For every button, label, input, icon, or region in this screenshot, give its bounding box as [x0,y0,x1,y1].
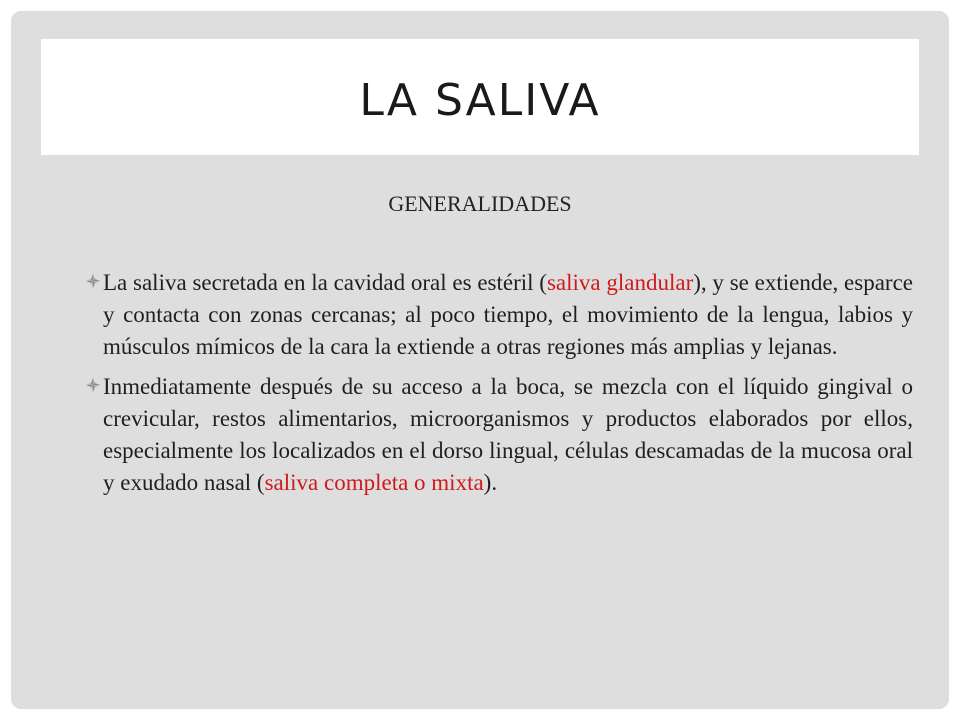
bullet-item [85,267,913,363]
slide [11,11,949,709]
bullet-text-end: ), y se extiende, esparce y contacta con zonas cercanas; al poco tiempo, el movimiento de la lengua, labios y músculos mímicos de la cara la extiende a otras regiones más amplias y lejanas. [103,270,913,359]
title-box [41,39,919,155]
bullet-item [85,371,913,499]
bullet-list [85,267,913,507]
bullet-highlight: saliva glandular [546,270,694,295]
slide-title: LA SALIVA [359,74,601,126]
bullet-highlight: saliva completa o mixta [264,470,484,495]
diamond-bullet-icon [85,273,101,289]
bullet-text: La saliva secretada en la cavidad oral es estéril ( [103,270,547,295]
diamond-bullet-icon [85,377,101,393]
bullet-text: Inmediatamente después de su acceso a la boca, se mezcla con el líquido gingival o crevicular, restos alimentarios, microorganismos y productos elaborados por ellos, especialmente los localizados en el dorso lingual, células descamadas de la mucosa oral y exudado nasal ( [103,374,913,495]
bullet-text-end: ). [483,470,498,495]
slide-subtitle: GENERALIDADES [388,191,572,216]
